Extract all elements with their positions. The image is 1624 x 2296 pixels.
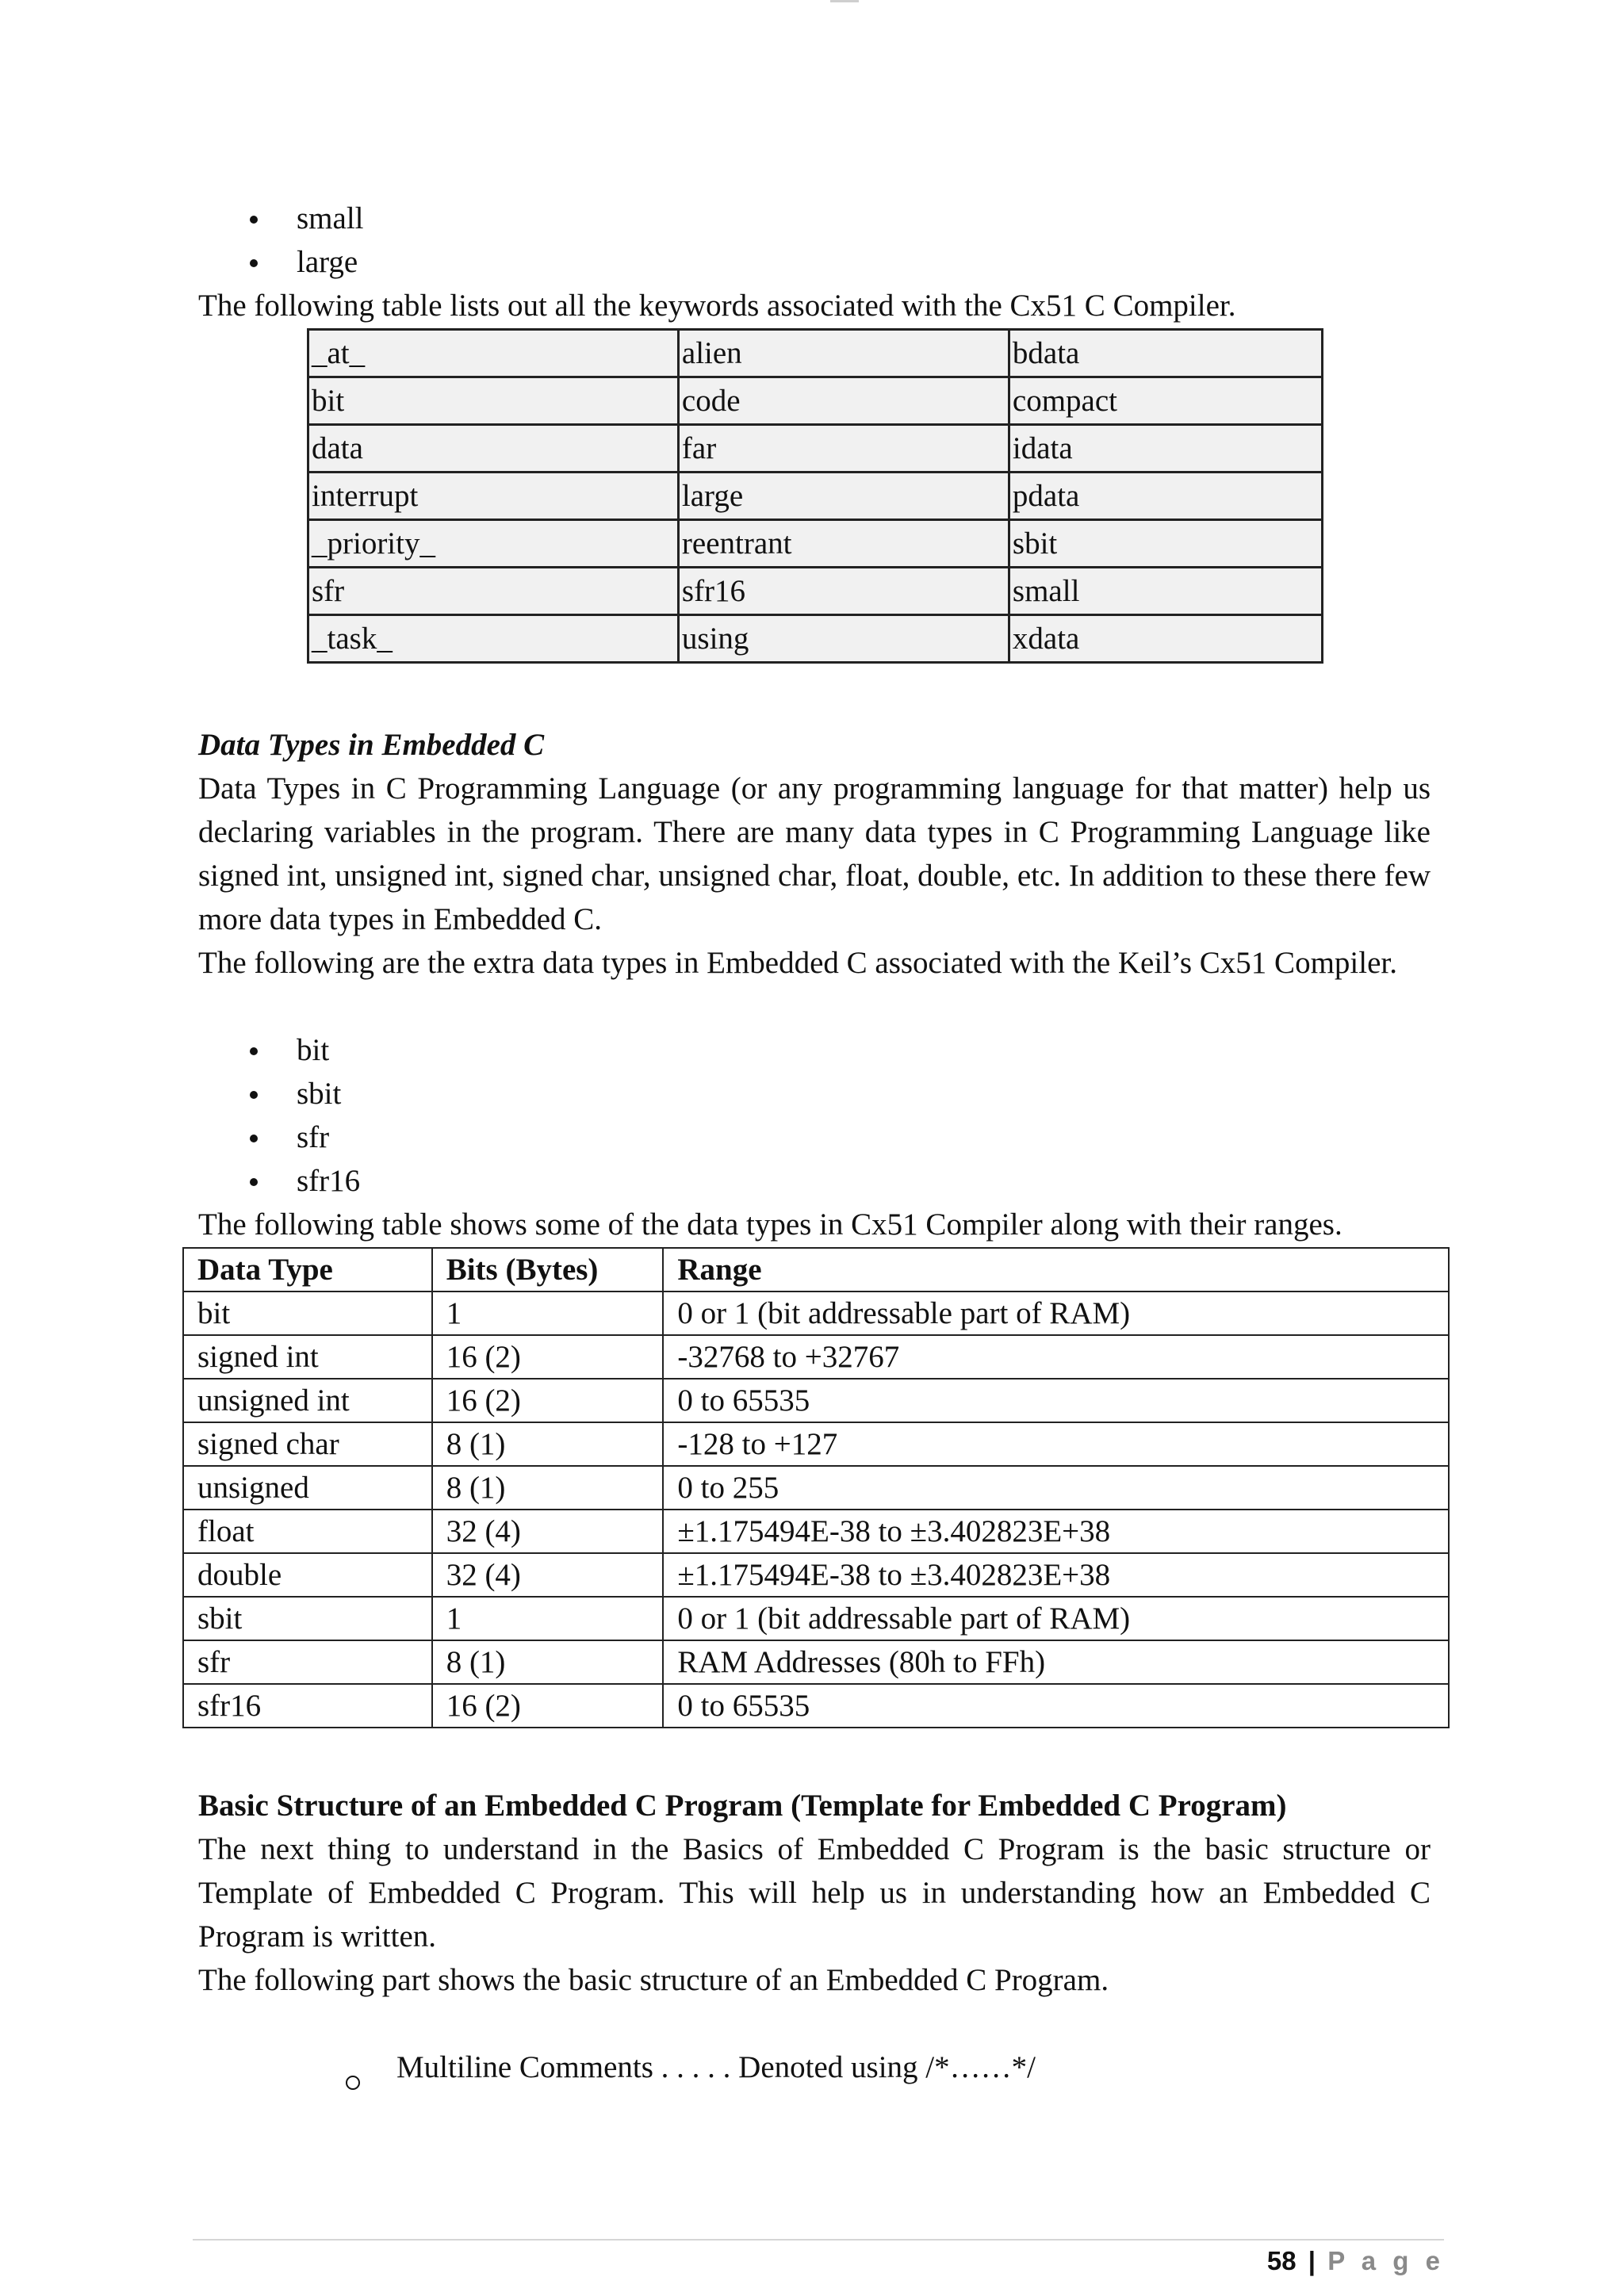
table-row: [183, 1684, 1449, 1728]
list-item: sfr16: [198, 1159, 360, 1203]
table-row: [308, 377, 1323, 425]
table-cell: bit: [183, 1292, 432, 1335]
column-header: Range: [663, 1248, 1449, 1292]
footer-divider: [193, 2239, 1444, 2241]
section-heading-basic-structure: Basic Structure of an Embedded C Program (Template for Embedded C Program): [198, 1789, 1287, 1823]
table-row: [308, 330, 1323, 377]
table-cell: pdata: [1009, 473, 1322, 520]
section-heading-data-types: Data Types in Embedded C: [198, 728, 545, 762]
table-row: [183, 1379, 1449, 1422]
table-cell: data: [308, 425, 679, 473]
table-cell: bdata: [1009, 330, 1322, 377]
table-cell: 32 (4): [432, 1553, 664, 1597]
table-cell: using: [678, 615, 1009, 663]
table-header-row: [183, 1248, 1449, 1292]
table-cell: signed char: [183, 1422, 432, 1466]
table-cell: idata: [1009, 425, 1322, 473]
table-row: [183, 1597, 1449, 1640]
table-cell: code: [678, 377, 1009, 425]
column-header: Data Type: [183, 1248, 432, 1292]
list-item: sbit: [198, 1072, 360, 1115]
table-cell: sbit: [1009, 520, 1322, 568]
table-row: [183, 1335, 1449, 1379]
table-row: [183, 1640, 1449, 1684]
table-cell: 8 (1): [432, 1422, 664, 1466]
table-cell: 1: [432, 1292, 664, 1335]
table-row: [308, 473, 1323, 520]
list-item: bit: [198, 1028, 360, 1072]
multiline-comments-item: Multiline Comments . . . . . Denoted using /*……*/: [396, 2050, 1036, 2084]
table-cell: RAM Addresses (80h to FFh): [663, 1640, 1449, 1684]
table-cell: 1: [432, 1597, 664, 1640]
page-number: 58: [1266, 2246, 1297, 2275]
page-label: P a g e: [1327, 2246, 1445, 2275]
table-cell: float: [183, 1510, 432, 1553]
keywords-intro: The following table lists out all the keywords associated with the Cx51 C Compiler.: [198, 289, 1236, 323]
list-item: small: [198, 197, 364, 240]
keywords-table: [307, 328, 1323, 664]
table-cell: sfr16: [678, 568, 1009, 615]
table-cell: 16 (2): [432, 1379, 664, 1422]
table-cell: 0 to 65535: [663, 1684, 1449, 1728]
list-item: sfr: [198, 1115, 360, 1159]
table-row: [183, 1553, 1449, 1597]
table-cell: signed int: [183, 1335, 432, 1379]
table-cell: sfr: [308, 568, 679, 615]
intro-bullet-list: [198, 197, 364, 284]
extra-types-bullet-list: [198, 1028, 360, 1203]
table-cell: far: [678, 425, 1009, 473]
table-cell: 16 (2): [432, 1684, 664, 1728]
page-footer: [1267, 2242, 1445, 2280]
table-row: [308, 615, 1323, 663]
column-header: Bits (Bytes): [432, 1248, 664, 1292]
table-cell: ±1.175494E-38 to ±3.402823E+38: [663, 1553, 1449, 1597]
table-cell: 0 or 1 (bit addressable part of RAM): [663, 1292, 1449, 1335]
table-cell: large: [678, 473, 1009, 520]
list-item: large: [198, 240, 364, 284]
table-cell: sbit: [183, 1597, 432, 1640]
table-cell: alien: [678, 330, 1009, 377]
table-cell: ±1.175494E-38 to ±3.402823E+38: [663, 1510, 1449, 1553]
table-cell: 0 to 65535: [663, 1379, 1449, 1422]
table-cell: unsigned int: [183, 1379, 432, 1422]
data-types-paragraph: Data Types in C Programming Language (or any programming language for that matter) help us declaring variables in the program. There are many data types in C Programming Language like signed int, unsigned int, signed char, unsigned char, float, double, etc. In addition to these there few more data types in Embedded C.: [198, 771, 1431, 936]
table-cell: small: [1009, 568, 1322, 615]
table-row: [308, 568, 1323, 615]
table-row: [308, 425, 1323, 473]
table-cell: interrupt: [308, 473, 679, 520]
table-cell: 8 (1): [432, 1640, 664, 1684]
basic-structure-paragraph: The next thing to understand in the Basics of Embedded C Program is the basic structure or Template of Embedded C Program. This will help us in understanding how an Embedded C Program is written.: [198, 1832, 1431, 1954]
table-row: [183, 1466, 1449, 1510]
datatypes-table: [182, 1247, 1450, 1728]
extra-types-paragraph: The following are the extra data types in Embedded C associated with the Keil’s Cx51 Compiler.: [198, 946, 1397, 980]
table-row: [183, 1422, 1449, 1466]
table-cell: double: [183, 1553, 432, 1597]
table-cell: _task_: [308, 615, 679, 663]
table-cell: sfr16: [183, 1684, 432, 1728]
table-cell: bit: [308, 377, 679, 425]
table-cell: 16 (2): [432, 1335, 664, 1379]
circle-bullet-icon: [346, 2076, 360, 2090]
table-cell: 8 (1): [432, 1466, 664, 1510]
table-cell: reentrant: [678, 520, 1009, 568]
table-cell: 0 to 255: [663, 1466, 1449, 1510]
structure-intro-line: The following part shows the basic structure of an Embedded C Program.: [198, 1963, 1109, 1997]
table-row: [183, 1510, 1449, 1553]
table-cell: 0 or 1 (bit addressable part of RAM): [663, 1597, 1449, 1640]
table-cell: compact: [1009, 377, 1322, 425]
table-cell: -128 to +127: [663, 1422, 1449, 1466]
table-cell: xdata: [1009, 615, 1322, 663]
table-cell: _at_: [308, 330, 679, 377]
table-cell: _priority_: [308, 520, 679, 568]
top-header-mark: [830, 0, 859, 2]
table-row: [308, 520, 1323, 568]
table-cell: sfr: [183, 1640, 432, 1684]
table-cell: 32 (4): [432, 1510, 664, 1553]
table-row: [183, 1292, 1449, 1335]
table-cell: -32768 to +32767: [663, 1335, 1449, 1379]
table-cell: unsigned: [183, 1466, 432, 1510]
datatypes-table-intro: The following table shows some of the data types in Cx51 Compiler along with their ranges.: [198, 1207, 1342, 1242]
footer-separator: |: [1308, 2246, 1316, 2275]
